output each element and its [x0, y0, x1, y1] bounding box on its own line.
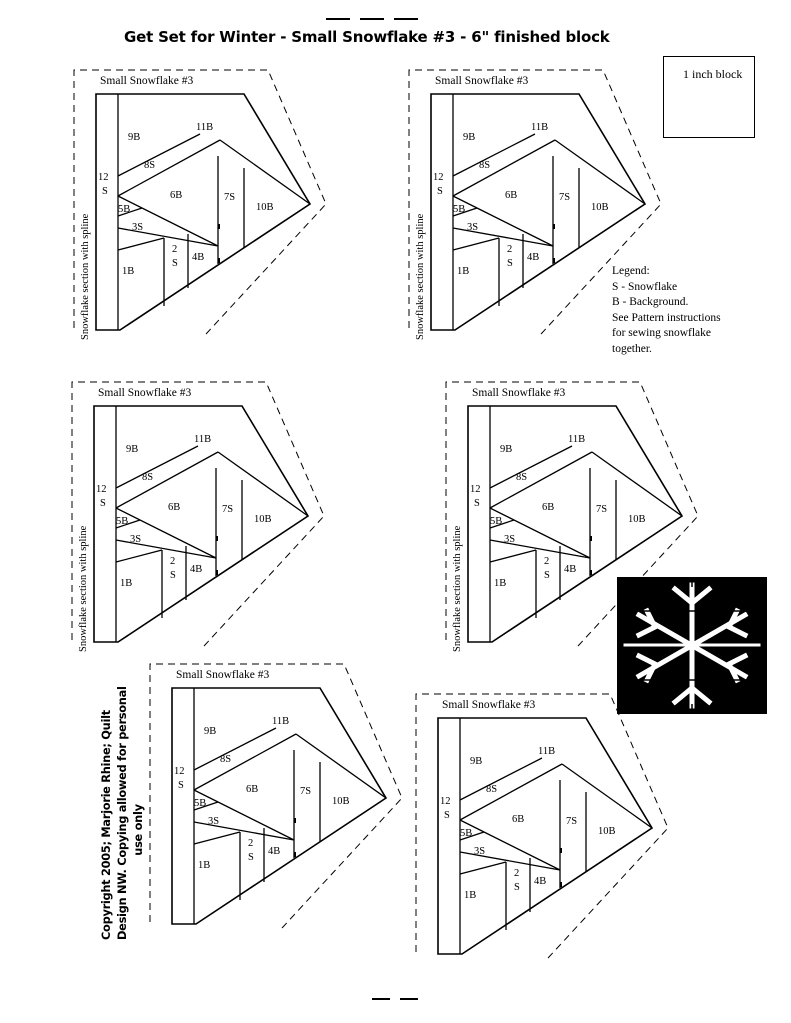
piecing-line — [194, 790, 294, 840]
spline-mark — [294, 818, 296, 823]
piece-label-4b: 4B — [534, 876, 547, 887]
piece-label-3s: 3S — [474, 846, 486, 857]
piecing-line — [460, 820, 560, 870]
one-inch-label: 1 inch block — [683, 67, 743, 81]
piece-label-11b: 11B — [196, 122, 214, 133]
piece-label-11b: 11B — [538, 746, 556, 757]
piece-label-2s: S — [544, 570, 550, 581]
piece-label-4b: 4B — [268, 846, 281, 857]
copyright-notice — [98, 686, 146, 940]
piece-label-1b: 1B — [122, 266, 135, 277]
piece-label-9b: 9B — [128, 132, 141, 143]
piece-label-2s: S — [514, 882, 520, 893]
spline-mark — [590, 570, 592, 575]
piece-label-5b: 5B — [460, 828, 473, 839]
piece-label-12s: S — [102, 186, 108, 197]
spline-mark — [218, 224, 220, 229]
piece-label-12s: 12 — [174, 766, 185, 777]
legend-line: See Pattern instructions — [612, 311, 721, 324]
piece-label-7s: 7S — [222, 504, 234, 515]
pattern-title: Small Snowflake #3 — [472, 387, 566, 399]
piece-label-8s: 8S — [220, 754, 232, 765]
legend-line: B - Background. — [612, 296, 689, 308]
piece-label-3s: 3S — [504, 534, 516, 545]
side-label-spline: Snowflake section with spline — [80, 213, 91, 340]
piecing-line — [490, 550, 536, 562]
snowflake-pattern-1 — [68, 68, 326, 344]
spline-mark — [560, 882, 562, 887]
spline-mark — [590, 536, 592, 541]
piece-label-7s: 7S — [300, 786, 312, 797]
side-label-spline: Snowflake section with spline — [452, 525, 463, 652]
piecing-line — [118, 196, 218, 246]
seam-allowance-outline — [150, 664, 402, 928]
piece-label-12s: S — [474, 498, 480, 509]
piece-label-7s: 7S — [596, 504, 608, 515]
piece-label-10b: 10B — [256, 202, 274, 213]
piece-label-1b: 1B — [464, 890, 477, 901]
pattern-title: Small Snowflake #3 — [100, 75, 194, 87]
piece-label-9b: 9B — [500, 444, 513, 455]
piece-label-8s: 8S — [144, 160, 156, 171]
spline-mark — [553, 224, 555, 229]
piece-label-6b: 6B — [505, 190, 518, 201]
spline-mark — [218, 258, 220, 263]
piece-label-8s: 8S — [486, 784, 498, 795]
piecing-line — [194, 832, 240, 844]
top-cut-mark — [326, 18, 420, 20]
copyright-line: Copyright 2005; Marjorie Rhine; Quilt — [99, 710, 113, 940]
piecing-line — [118, 238, 164, 250]
piece-label-10b: 10B — [598, 826, 616, 837]
snowflake-pattern-5 — [144, 662, 402, 938]
page-title: Get Set for Winter - Small Snowflake #3 - 6" finished block — [124, 28, 610, 46]
pattern-title: Small Snowflake #3 — [98, 387, 192, 399]
piece-label-3s: 3S — [467, 222, 479, 233]
piece-label-12s: 12 — [98, 172, 109, 183]
one-inch-reference-square — [663, 56, 755, 138]
legend — [612, 264, 782, 357]
bottom-cut-mark — [372, 998, 420, 1000]
piece-label-9b: 9B — [463, 132, 476, 143]
piece-label-6b: 6B — [542, 502, 555, 513]
piece-label-1b: 1B — [494, 578, 507, 589]
piece-label-12s: 12 — [470, 484, 481, 495]
piece-label-8s: 8S — [142, 472, 154, 483]
spline-mark — [216, 536, 218, 541]
piece-label-3s: 3S — [132, 222, 144, 233]
spline-mark — [294, 852, 296, 857]
piece-label-6b: 6B — [168, 502, 181, 513]
piece-label-3s: 3S — [208, 816, 220, 827]
copyright-line: Design NW. Copying allowed for personal — [115, 686, 129, 940]
piece-label-7s: 7S — [559, 192, 571, 203]
piece-label-2s: S — [248, 852, 254, 863]
piece-label-4b: 4B — [190, 564, 203, 575]
seam-allowance-outline — [74, 70, 326, 334]
piece-label-4b: 4B — [192, 252, 205, 263]
piece-label-7s: 7S — [566, 816, 578, 827]
piece-label-12s: 12 — [96, 484, 107, 495]
snowflake-pattern-6 — [410, 692, 668, 968]
piece-label-3s: 3S — [130, 534, 142, 545]
piece-label-10b: 10B — [254, 514, 272, 525]
piece-label-8s: 8S — [479, 160, 491, 171]
snowflake-pattern-3 — [66, 380, 324, 656]
piece-label-1b: 1B — [120, 578, 133, 589]
spline-mark — [560, 848, 562, 853]
piece-label-9b: 9B — [204, 726, 217, 737]
piece-label-10b: 10B — [628, 514, 646, 525]
piecing-line — [490, 508, 590, 558]
piece-label-4b: 4B — [564, 564, 577, 575]
piece-label-11b: 11B — [531, 122, 549, 133]
piecing-line — [453, 238, 499, 250]
piece-label-7s: 7S — [224, 192, 236, 203]
piece-label-10b: 10B — [591, 202, 609, 213]
piece-label-10b: 10B — [332, 796, 350, 807]
piece-label-2s: S — [170, 570, 176, 581]
piece-label-11b: 11B — [568, 434, 586, 445]
piece-label-2s: 2 — [248, 838, 254, 849]
piece-label-11b: 11B — [194, 434, 212, 445]
piece-label-6b: 6B — [246, 784, 259, 795]
piece-label-8s: 8S — [516, 472, 528, 483]
piece-label-4b: 4B — [527, 252, 540, 263]
piece-label-2s: 2 — [170, 556, 176, 567]
piece-label-9b: 9B — [470, 756, 483, 767]
piece-label-12s: S — [100, 498, 106, 509]
piece-label-2s: S — [507, 258, 513, 269]
piece-label-12s: S — [437, 186, 443, 197]
legend-line: Legend: — [612, 265, 650, 277]
finished-block-preview-image — [617, 577, 767, 714]
piece-label-1b: 1B — [457, 266, 470, 277]
piece-label-5b: 5B — [490, 516, 503, 527]
piece-label-5b: 5B — [453, 204, 466, 215]
piece-label-5b: 5B — [118, 204, 131, 215]
spline-mark — [553, 258, 555, 263]
side-label-spline: Snowflake section with spline — [78, 525, 89, 652]
piece-label-9b: 9B — [126, 444, 139, 455]
piecing-line — [460, 862, 506, 874]
piecing-line — [116, 508, 216, 558]
side-label-spline: Snowflake section with spline — [415, 213, 426, 340]
legend-line: S - Snowflake — [612, 280, 678, 293]
piece-label-2s: 2 — [507, 244, 513, 255]
copyright-line: use only — [131, 804, 145, 856]
piece-label-6b: 6B — [512, 814, 525, 825]
seam-allowance-outline — [416, 694, 668, 958]
piece-label-1b: 1B — [198, 860, 211, 871]
piece-label-2s: 2 — [514, 868, 520, 879]
pattern-title: Small Snowflake #3 — [435, 75, 529, 87]
piece-label-2s: 2 — [172, 244, 178, 255]
piece-label-5b: 5B — [194, 798, 207, 809]
pattern-title: Small Snowflake #3 — [176, 669, 270, 681]
piece-label-11b: 11B — [272, 716, 290, 727]
piece-label-12s: S — [444, 810, 450, 821]
pattern-title: Small Snowflake #3 — [442, 699, 536, 711]
piece-label-2s: 2 — [544, 556, 550, 567]
legend-line: together. — [612, 342, 652, 355]
piece-label-12s: S — [178, 780, 184, 791]
seam-allowance-outline — [72, 382, 324, 646]
piece-label-6b: 6B — [170, 190, 183, 201]
piece-label-12s: 12 — [433, 172, 444, 183]
piecing-line — [116, 550, 162, 562]
spline-mark — [216, 570, 218, 575]
piece-label-2s: S — [172, 258, 178, 269]
legend-line: for sewing snowflake — [612, 327, 712, 339]
piece-label-5b: 5B — [116, 516, 129, 527]
piece-label-12s: 12 — [440, 796, 451, 807]
piecing-line — [453, 196, 553, 246]
